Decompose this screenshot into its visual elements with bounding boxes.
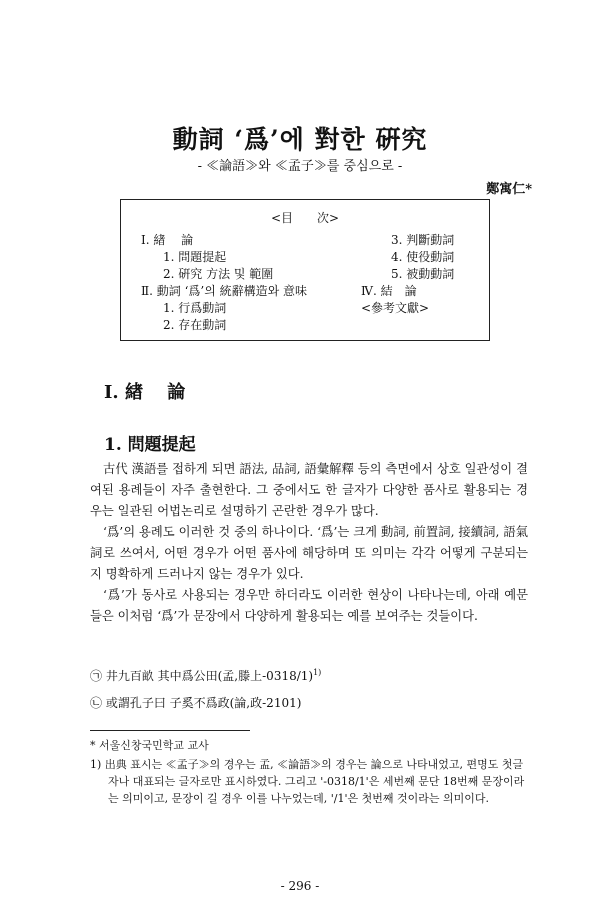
subsection-heading: 1. 問題提起: [104, 435, 196, 455]
toc-item: Ⅰ. 緖 論: [141, 233, 194, 247]
table-of-contents: [120, 199, 490, 341]
toc-item: 2. 存在動詞: [163, 318, 227, 332]
toc-item: Ⅱ. 動詞 ‘爲’의 統辭構造와 意味: [141, 284, 308, 298]
paper-subtitle: - ≪論語≫와 ≪孟子≫를 중심으로 -: [197, 159, 403, 174]
toc-item: Ⅳ. 結 論: [361, 284, 417, 298]
toc-item: 1. 行爲動詞: [163, 301, 227, 315]
page-number: - 296 -: [280, 879, 320, 893]
toc-heading: <目 次>: [270, 211, 340, 225]
body-paragraph: 古代 漢語를 접하게 되면 語法, 品詞, 語彙解釋 등의 측면에서 상호 일관성이 결여된 용례들이 자주 출현한다. 그 중에서도 한 글자가 다양한 품사로 활용되는 경우는 일관된 어법논리로 설명하기 곤란한 경우가 많다.: [90, 462, 528, 518]
body-paragraph: ‘爲’가 동사로 사용되는 경우만 하더라도 이러한 현상이 나타나는데, 아래 예문들은 이처럼 ‘爲’가 문장에서 다양하게 활용되는 예를 보여주는 것들이다.: [90, 588, 528, 623]
toc-item: 5. 被動動詞: [391, 267, 455, 281]
toc-item: <參考文獻>: [361, 301, 430, 315]
toc-item: 1. 問題提起: [163, 250, 227, 264]
example-sentence: [90, 667, 321, 684]
footnote: 1) 出典 표시는 ≪孟子≫의 경우는 孟, ≪論語≫의 경우는 論으로 나타내었고, 편명도 첫글자나 대표되는 글자로만 표시하였다. 그리고 '-0318/1'은 세번째 문단 18번째 문장이라는 의미이고, 문장이 길 경우 이를 나누었는데, '/1'은 첫번째 것이라는 의미이다.: [90, 758, 525, 805]
body-paragraph: ‘爲’의 용례도 이러한 것 중의 하나이다. ‘爲’는 크게 動詞, 前置詞, 接續詞, 語氣詞로 쓰여서, 어떤 경우가 어떤 품사에 해당하며 또 의미는 각각 어떻게 구분되는지 명확하게 드러나지 않는 경우가 있다.: [90, 525, 528, 581]
author-name: 鄭寓仁*: [486, 182, 532, 197]
toc-item: 2. 硏究 方法 및 範圍: [163, 267, 274, 281]
paper-title: 動詞 ‘爲’에 對한 硏究: [172, 125, 428, 154]
section-heading: Ⅰ. 緖 論: [104, 382, 186, 403]
footnote-divider: [90, 730, 250, 731]
example-sentence: ㉡ 或謂孔子曰 子奚不爲政(論,政-2101): [90, 696, 302, 710]
example-text: ㉠ 井九百畝 其中爲公田(孟,滕上-0318/1): [90, 669, 314, 683]
toc-item: 3. 判斷動詞: [391, 233, 455, 247]
toc-item: 4. 使役動詞: [391, 250, 455, 264]
footnote: * 서울신창국민학교 교사: [90, 739, 209, 752]
footnote-ref: 1): [313, 668, 322, 677]
